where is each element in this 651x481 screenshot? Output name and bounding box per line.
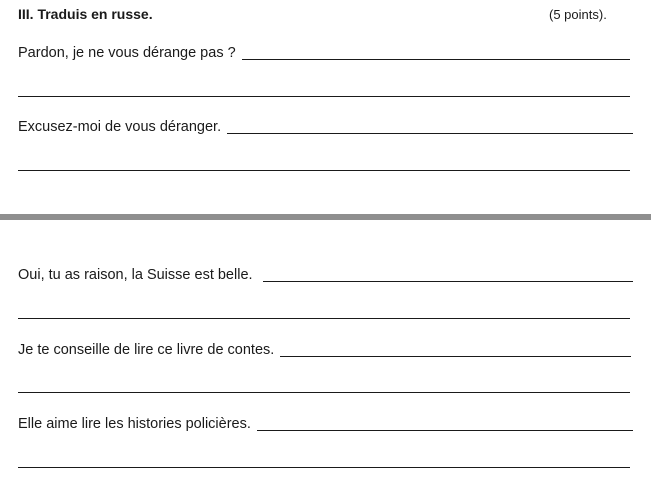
sentence-prompt: Je te conseille de lire ce livre de contes. (18, 342, 275, 358)
answer-line[interactable] (263, 281, 633, 282)
points-label: (5 points). (549, 7, 607, 22)
exercise-title: III. Traduis en russe. (18, 6, 153, 22)
answer-continuation-line[interactable] (18, 318, 630, 319)
answer-continuation-line[interactable] (18, 392, 630, 393)
answer-line[interactable] (242, 59, 630, 60)
answer-continuation-line[interactable] (18, 96, 630, 97)
answer-continuation-line[interactable] (18, 170, 630, 171)
exercise-item (18, 116, 633, 136)
exercise-item (18, 339, 631, 359)
answer-line[interactable] (280, 356, 631, 357)
section-divider (0, 214, 651, 220)
exercise-item (18, 264, 633, 284)
answer-line[interactable] (257, 430, 633, 431)
sentence-prompt: Elle aime lire les histories policières. (18, 416, 251, 432)
exercise-item (18, 42, 630, 62)
sentence-prompt: Excusez-moi de vous déranger. (18, 119, 222, 135)
exercise-item (18, 413, 633, 433)
answer-continuation-line[interactable] (18, 467, 630, 468)
sentence-prompt: Pardon, je ne vous dérange pas ? (18, 45, 236, 61)
sentence-prompt: Oui, tu as raison, la Suisse est belle. (18, 267, 253, 283)
answer-line[interactable] (227, 133, 633, 134)
